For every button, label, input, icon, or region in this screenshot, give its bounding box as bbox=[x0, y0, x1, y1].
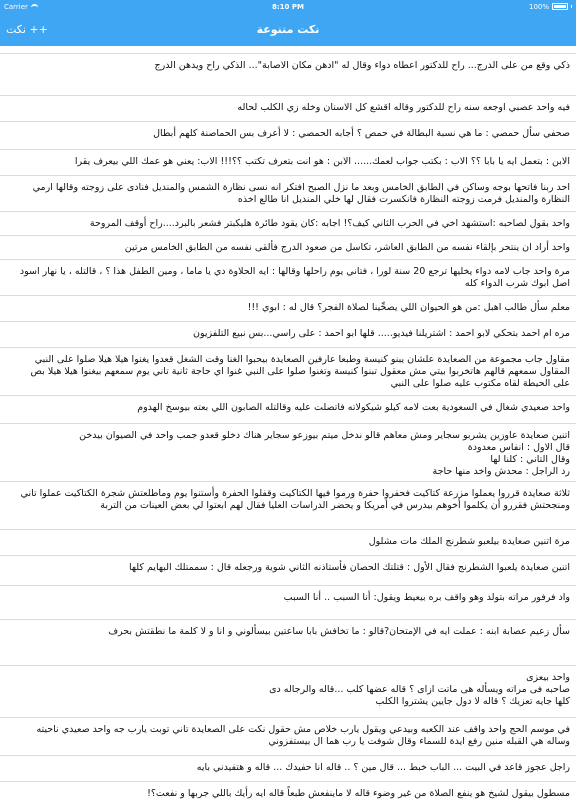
joke-text: وقال التاني : كلنا لها bbox=[490, 454, 570, 465]
joke-row[interactable] bbox=[0, 259, 576, 295]
joke-row[interactable] bbox=[0, 585, 576, 619]
joke-text: كلها جايه تعزيك ؟ قاله لا دول جايين يشتروا الكلب bbox=[375, 696, 570, 707]
joke-row[interactable] bbox=[0, 529, 576, 555]
battery-icon bbox=[552, 3, 568, 10]
joke-text: واحد صعيدي شغال في السعودية بعت لامه كيلو شيكولاته فاتصلت عليه وقالتله الصابون اللي بعته بيوسخ الهدوم bbox=[137, 402, 570, 413]
joke-row[interactable] bbox=[0, 121, 576, 149]
joke-row[interactable] bbox=[0, 395, 576, 423]
joke-text: سأل زعيم عصابة ابنه : عملت ايه في الإمتحان?قالو : ما تخافش بابا ساعتين بيسألوني و انا و لا كلمة ما نطقتش بحرف bbox=[108, 626, 570, 637]
joke-text: مرة واحد جاب لامه دواء يخليها ترجع 20 سنة لورا ، فتاني يوم راحلها وقالها : ايه الحلاوة دي يا ماما ، ومين الطفل هذا ؟ ، قالتله ، يا نهار اسود اصل ابوك شرب الدواء كله bbox=[19, 266, 570, 289]
joke-row[interactable] bbox=[0, 755, 576, 781]
joke-text: واد فرفور مراته بتولد وهو واقف بره بيعيط ويقول: أنا السبب .. أنا السبب bbox=[283, 592, 570, 603]
joke-text: اتنين صعايدة عاوزين يشربو سجاير ومش معاهم قالو ندخل ميتم بيوزعو سجاير هناك دخلو قعدو جمب واحد في الصيوان بيدخن bbox=[79, 430, 570, 441]
battery-percent: 100% bbox=[528, 2, 549, 11]
joke-text: ثلاثة صعايدة قرروا يعملوا مزرعة كتاكيت فحفروا حفرة ورموا فيها الكتاكيت وقفلوا الحفرة وأستنوا يوم وماطلعتش شجرة الكتاكيت عملوا تاني ومنجحتش فقررو أن يكلموا أخوهم بيدرس في أمريكا و يحضر الدراسات العليا فقال لهم ابعتوا لي بعض العينات من التربة bbox=[20, 488, 570, 511]
joke-row[interactable] bbox=[0, 295, 576, 321]
joke-row[interactable] bbox=[0, 555, 576, 585]
joke-text: فيه واحد عصبي اوجعه سنه راح للدكتور وقاله اقشع كل الاسنان وخله زي الكلب لحاله bbox=[237, 102, 570, 113]
joke-text: اتنين صعايدة يلعبوا الشطرنج فقال الأول : قتلتك الحصان فأستاذنه الثاني شوية ورجعله قال : سممتلك البهايم كلها bbox=[129, 562, 570, 573]
joke-row[interactable] bbox=[0, 149, 576, 175]
joke-text: في موسم الحج واحد واقف عند الكعبه وبيدعي ويقول يارب خلاص مش حقول نكت على الصعايدة تاني توبت يارب جه واحد صعيدي ناحيته وساله هي القبله منين رفع ايدة للسماء وقال شوفت يا رب هما ال بيستفزوني bbox=[36, 724, 570, 747]
back-button[interactable]: نكت ++ bbox=[6, 23, 48, 36]
wifi-icon bbox=[31, 4, 38, 9]
battery-tip bbox=[571, 5, 572, 8]
joke-row[interactable] bbox=[0, 481, 576, 529]
joke-list[interactable] bbox=[0, 53, 576, 807]
joke-text: ذكي وقع من على الدرج... راح للدكتور اعطاه دواء وقال له "ادهن مكان الاصابة"... الذكي راح ويدهن الدرج bbox=[154, 60, 570, 71]
joke-row[interactable] bbox=[0, 321, 576, 347]
status-time: 8:10 PM bbox=[272, 2, 304, 11]
joke-text: معلم سأل طالب اهبل :من هو الحيوان اللي يصحِّينا لصلاة الفجر؟ قال له : ابوي !!! bbox=[247, 302, 570, 313]
joke-row[interactable] bbox=[0, 619, 576, 665]
joke-text: صاحبه فى مراته ويسأله هى ماتت ازاى ؟ قاله عضها كلب ...قاله والرجاله دى bbox=[269, 684, 570, 695]
joke-row[interactable] bbox=[0, 235, 576, 259]
joke-text: الابن : بتعمل ايه يا بابا ؟؟ الاب : بكتب جواب لعمك...... الابن : هو انت بتعرف تكتب ؟؟!!! الاب: يعني هو عمك اللي بيعرف يقرا bbox=[74, 156, 570, 167]
joke-text: مقاول جاب مجموعة من الصعايدة علشان يبنو كنيسة وطبعا عارفين الصعايدة بيحبوا الغنا وقت الشغل قعدوا يغنوا هيلا هيلا صلوا على النبي المقاول سمعهم قالهم هاتخربوا بيتي مش معقول تبنوا كنيسة وتغنوا صلوا على النبي غنوا اي حاجة ثانية تاني يوم سمعهم بيغنوا هيلا هيلا بص على الحيطة لقاه مكتوب عليه صلوا على النبي bbox=[30, 354, 570, 389]
joke-text: قال الاول : انفاس معدودة bbox=[467, 442, 570, 453]
joke-text: احد ربنا فاتحها بوجه وساكن في الطابق الخامس وبعد ما نزل الصبح افتكر انه نسى نظارة الشمس والمنديل فنادى على زوجته وقالها ارمي النظارة والمنديل فرمت زوجته النظارة فانكسرت فقال لها خلي المنديل انا طالع اخذه bbox=[32, 182, 570, 205]
joke-row[interactable] bbox=[0, 781, 576, 807]
joke-text: مسطول بيقول لشيخ هو ينفع الصلاة من غير وضوء قاله لا ماينفعش طبعاً قاله ايه رأيك باللي جربها و نفعت؟! bbox=[147, 788, 570, 799]
status-right bbox=[529, 3, 572, 11]
joke-row[interactable] bbox=[0, 347, 576, 395]
joke-text: واحد بيعزى bbox=[526, 672, 570, 683]
joke-text: صحفي سأل حمصي : ما هي نسبة البطالة في حمص ؟ أجابه الحمصي : لا أعرف بس الحماصنة كلهم أبطال bbox=[153, 128, 570, 139]
navigation-bar bbox=[0, 13, 576, 46]
joke-row[interactable] bbox=[0, 175, 576, 211]
joke-text: واحد أراد ان ينتحر بإلقاء نفسه من الطابق العاشر، تكاسل من صعود الدرج فألقى نفسه من الطابق الخامس مرتين bbox=[124, 242, 570, 253]
status-left bbox=[4, 3, 38, 11]
joke-row[interactable] bbox=[0, 211, 576, 235]
joke-text: واحد بقول لصاحبه :استشهد اخي في الحرب الثاني كيف؟! اجابه :كان يقود طائرة هليكبتر فشعر بالبرد....راح أوقف المروحة bbox=[89, 218, 570, 229]
page-title: نكت متنوعة bbox=[256, 23, 320, 36]
joke-text: رد الراجل : محدش واخد منها حاجة bbox=[432, 466, 570, 477]
status-bar bbox=[0, 0, 576, 13]
joke-row[interactable] bbox=[0, 717, 576, 755]
joke-row[interactable] bbox=[0, 95, 576, 121]
joke-row[interactable] bbox=[0, 423, 576, 481]
joke-text: راجل عجوز قاعد في البيت ... الباب خبط ... قال مين ؟ .. قاله انا حفيدك ... قاله و هتفيدني بايه bbox=[196, 762, 570, 773]
carrier-label: Carrier bbox=[4, 2, 28, 11]
joke-row[interactable] bbox=[0, 53, 576, 95]
joke-text: مرة اتنين صعايدة بيلعبو شطرنج الملك مات مشلول bbox=[368, 536, 570, 547]
joke-row[interactable] bbox=[0, 665, 576, 717]
joke-text: مره ام احمد بتحكي لابو احمد : اشتريلنا فيديو..... قلها ابو احمد : على راسي...بس نبيع التلفزيون bbox=[193, 328, 570, 339]
